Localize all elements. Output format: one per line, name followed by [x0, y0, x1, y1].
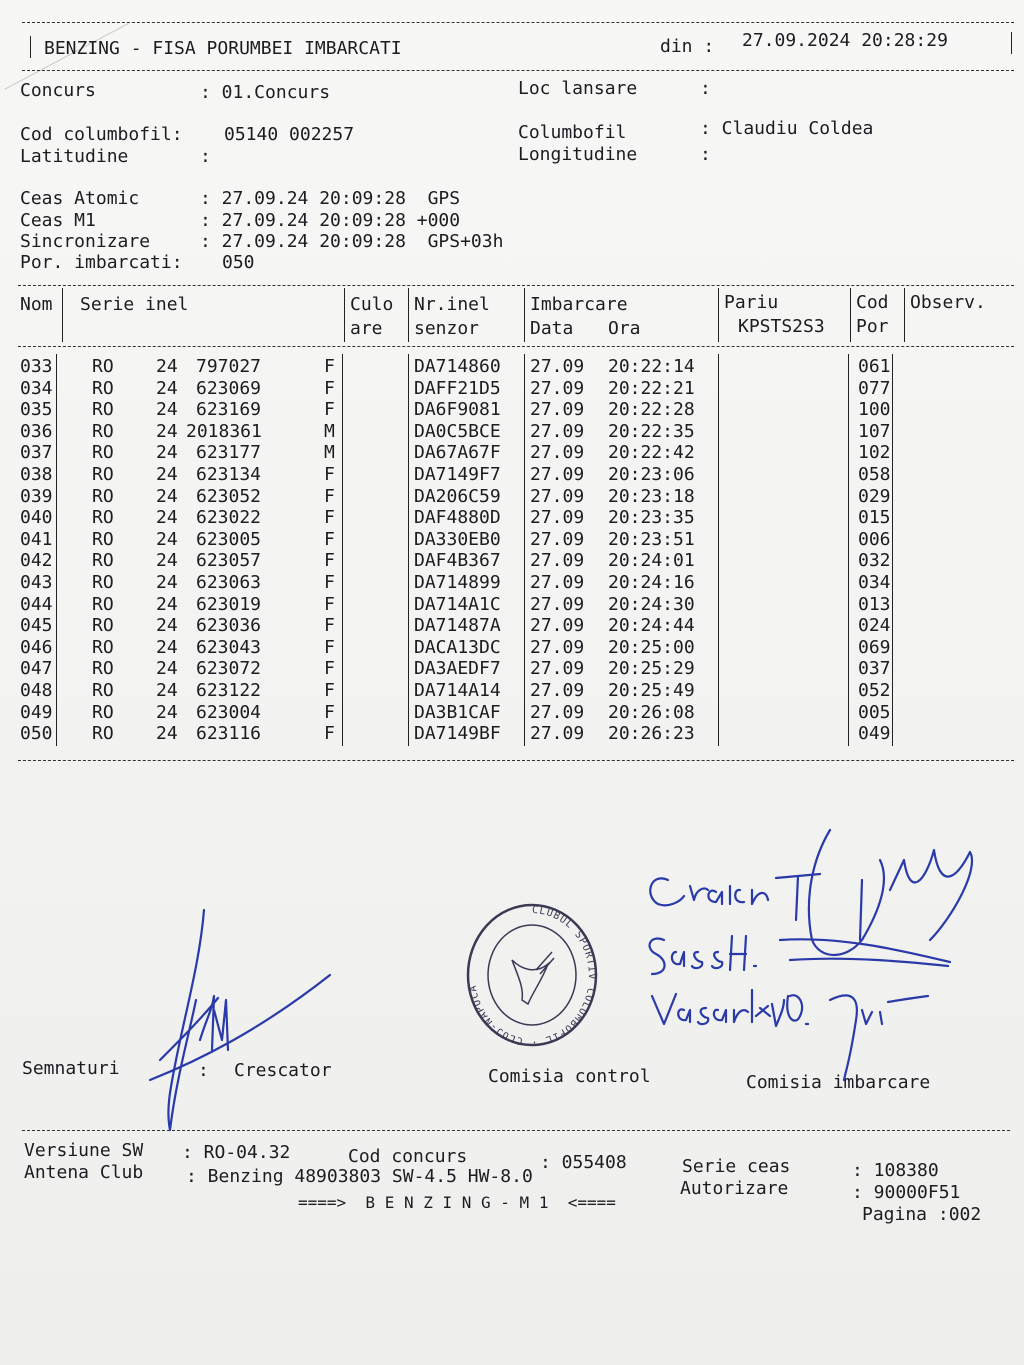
cell-year: 24 [156, 723, 178, 745]
cell-year: 24 [156, 464, 178, 485]
header-pariu: Pariu [724, 292, 779, 313]
cell-nom: 041 [20, 528, 53, 550]
date-label: din : [660, 36, 715, 57]
cell-sex: F [324, 636, 335, 658]
cell-cod: 107 [858, 420, 891, 442]
cell-year: 24 [156, 550, 178, 572]
header-serie-inel: Serie inel [80, 294, 189, 315]
table-row [18, 529, 1014, 551]
cell-country: RO [92, 420, 114, 442]
cell-ring: 623177 [196, 442, 262, 464]
cell-cod: 100 [858, 399, 891, 421]
cell-nom: 049 [20, 701, 53, 723]
cell-cod: 102 [858, 442, 891, 464]
cell-sex: F [324, 528, 335, 550]
header-imbarcare: Imbarcare [530, 294, 628, 315]
cell-country: RO [92, 464, 114, 485]
cell-sensor: DA0C5BCE [414, 420, 501, 442]
cell-time: 20:23:06 [608, 464, 695, 485]
cell-country: RO [92, 723, 114, 745]
cell-ring: 623134 [196, 464, 262, 485]
autorizare-label: Autorizare [680, 1178, 789, 1199]
table-row [18, 486, 1014, 508]
sincronizare-label: Sincronizare [20, 231, 151, 252]
cell-sensor: DA714860 [414, 356, 501, 377]
cell-sex: F [324, 593, 335, 615]
cell-ring: 623072 [196, 658, 262, 680]
antena-club-value: : Benzing 48903803 SW-4.5 HW-8.0 [186, 1166, 533, 1187]
cell-ring: 623169 [196, 399, 262, 421]
header-cod: Cod [856, 292, 889, 313]
semnaturi-colon: : [198, 1060, 209, 1081]
report-title: BENZING - FISA PORUMBEI IMBARCATI [44, 38, 402, 59]
cell-cod: 006 [858, 528, 891, 550]
cell-date: 27.09 [530, 442, 585, 464]
cell-year: 24 [156, 377, 178, 399]
cell-time: 20:24:44 [608, 615, 695, 637]
table-row [18, 594, 1014, 616]
loc-lansare-label: Loc lansare [518, 78, 638, 99]
cell-sex: F [324, 356, 335, 377]
header-kpsts2s3: KPSTS2S3 [738, 316, 825, 337]
cell-sensor: DA3AEDF7 [414, 658, 501, 680]
cell-time: 20:23:35 [608, 507, 695, 529]
cell-date: 27.09 [530, 507, 585, 529]
cell-country: RO [92, 377, 114, 399]
cod-columbofil-value: 05140 002257 [224, 124, 355, 145]
table-top-rule [18, 285, 1014, 286]
latitudine-value: : [200, 146, 211, 167]
cell-sex: F [324, 615, 335, 637]
cell-date: 27.09 [530, 701, 585, 723]
cell-ring: 623063 [196, 572, 262, 593]
cell-nom: 035 [20, 399, 53, 421]
cell-ring: 2018361 [186, 420, 262, 442]
cell-cod: 061 [858, 356, 891, 377]
cell-cod: 049 [858, 723, 891, 745]
cell-cod: 029 [858, 485, 891, 507]
cell-year: 24 [156, 420, 178, 442]
cell-year: 24 [156, 572, 178, 593]
concurs-label: Concurs [20, 80, 96, 101]
table-row [18, 702, 1014, 724]
latitudine-label: Latitudine [20, 146, 129, 167]
cell-country: RO [92, 572, 114, 593]
cell-year: 24 [156, 442, 178, 464]
cell-country: RO [92, 356, 114, 377]
cell-time: 20:24:16 [608, 572, 695, 593]
cell-date: 27.09 [530, 658, 585, 680]
cell-country: RO [92, 550, 114, 572]
versiune-sw-value: : RO-04.32 [182, 1142, 291, 1163]
cell-time: 20:25:00 [608, 636, 695, 658]
cell-cod: 013 [858, 593, 891, 615]
cell-cod: 034 [858, 572, 891, 593]
cell-date: 27.09 [530, 723, 585, 745]
page-number: Pagina :002 [862, 1204, 982, 1225]
cell-year: 24 [156, 615, 178, 637]
cell-ring: 623004 [196, 701, 262, 723]
cell-cod: 037 [858, 658, 891, 680]
autorizare-value: : 90000F51 [852, 1182, 961, 1203]
cell-time: 20:23:18 [608, 485, 695, 507]
cell-sex: M [324, 442, 335, 464]
cell-year: 24 [156, 399, 178, 421]
cell-sex: F [324, 507, 335, 529]
cell-sensor: DA206C59 [414, 485, 501, 507]
versiune-sw-label: Versiune SW [24, 1140, 144, 1161]
cell-sex: F [324, 701, 335, 723]
cell-cod: 058 [858, 464, 891, 485]
table-row [18, 378, 1014, 400]
cell-date: 27.09 [530, 528, 585, 550]
cell-year: 24 [156, 507, 178, 529]
cell-ring: 623116 [196, 723, 262, 745]
cell-sex: M [324, 420, 335, 442]
crescator-label: Crescator [234, 1060, 332, 1081]
cell-time: 20:25:49 [608, 680, 695, 701]
cell-year: 24 [156, 701, 178, 723]
header-nr-inel-2: senzor [414, 318, 480, 339]
cell-time: 20:24:30 [608, 593, 695, 615]
stamp-text: CLUBUL SPORTIV COLUMBOFIL · CLUJ-NAPOCA [467, 904, 597, 1048]
cell-time: 20:22:14 [608, 356, 695, 377]
table-row [18, 637, 1014, 659]
cell-year: 24 [156, 485, 178, 507]
header-culoare-2: are [350, 318, 383, 339]
cell-sensor: DA3B1CAF [414, 701, 501, 723]
cell-nom: 038 [20, 464, 53, 485]
cell-sensor: DA330EB0 [414, 528, 501, 550]
table-row [18, 572, 1014, 594]
header-nr-inel-1: Nr.inel [414, 294, 490, 315]
cell-time: 20:26:23 [608, 723, 695, 745]
cell-time: 20:24:01 [608, 550, 695, 572]
cell-sex: F [324, 658, 335, 680]
cell-date: 27.09 [530, 550, 585, 572]
cell-date: 27.09 [530, 593, 585, 615]
cell-country: RO [92, 593, 114, 615]
cell-country: RO [92, 701, 114, 723]
cell-ring: 623005 [196, 528, 262, 550]
table-row [18, 658, 1014, 680]
header-data: Data [530, 318, 574, 339]
cell-nom: 034 [20, 377, 53, 399]
cell-time: 20:22:28 [608, 399, 695, 421]
cell-cod: 024 [858, 615, 891, 637]
ceas-atomic-label: Ceas Atomic [20, 188, 140, 209]
cell-ring: 623069 [196, 377, 262, 399]
cell-sex: F [324, 680, 335, 701]
header-por: Por [856, 316, 889, 337]
pigeon-table [18, 282, 1014, 772]
table-row [18, 356, 1014, 378]
cell-ring: 623019 [196, 593, 262, 615]
table-row [18, 442, 1014, 464]
cell-sensor: DAF4B367 [414, 550, 501, 572]
cell-sensor: DA67A67F [414, 442, 501, 464]
cell-country: RO [92, 399, 114, 421]
antena-club-label: Antena Club [24, 1162, 144, 1183]
cell-sex: F [324, 399, 335, 421]
cell-sensor: DA7149F7 [414, 464, 501, 485]
cell-year: 24 [156, 528, 178, 550]
cell-sensor: DA714A14 [414, 680, 501, 701]
cell-nom: 043 [20, 572, 53, 593]
cell-year: 24 [156, 658, 178, 680]
cod-columbofil-label: Cod columbofil: [20, 124, 183, 145]
footer-rule [22, 1130, 1010, 1131]
cell-nom: 040 [20, 507, 53, 529]
table-row [18, 680, 1014, 702]
table-row [18, 550, 1014, 572]
table-row [18, 723, 1014, 745]
cell-sensor: DA714899 [414, 572, 501, 593]
cell-nom: 047 [20, 658, 53, 680]
club-stamp [462, 900, 602, 1050]
cell-country: RO [92, 528, 114, 550]
cell-sex: F [324, 485, 335, 507]
concurs-value: : 01.Concurs [200, 82, 331, 103]
comisia-control-label: Comisia control [488, 1066, 651, 1087]
cell-nom: 042 [20, 550, 53, 572]
cell-sensor: DACA13DC [414, 636, 501, 658]
ceas-m1-label: Ceas M1 [20, 210, 96, 231]
cell-cod: 015 [858, 507, 891, 529]
cell-year: 24 [156, 593, 178, 615]
cell-time: 20:22:21 [608, 377, 695, 399]
cell-nom: 044 [20, 593, 53, 615]
header-ora: Ora [608, 318, 641, 339]
cell-date: 27.09 [530, 572, 585, 593]
serie-ceas-value: : 108380 [852, 1160, 939, 1181]
cell-sex: F [324, 572, 335, 593]
cell-sensor: DA6F9081 [414, 399, 501, 421]
cell-date: 27.09 [530, 615, 585, 637]
cell-ring: 623043 [196, 636, 262, 658]
cell-country: RO [92, 680, 114, 701]
ceas-atomic-value: : 27.09.24 20:09:28 GPS [200, 188, 461, 209]
longitudine-value: : [700, 144, 711, 165]
columbofil-value: : Claudiu Coldea [700, 118, 874, 139]
cell-country: RO [92, 615, 114, 637]
cell-time: 20:25:29 [608, 658, 695, 680]
longitudine-label: Longitudine [518, 144, 638, 165]
cell-date: 27.09 [530, 420, 585, 442]
header-culoare-1: Culo [350, 294, 394, 315]
table-row [18, 399, 1014, 421]
cell-date: 27.09 [530, 399, 585, 421]
table-row [18, 507, 1014, 529]
cell-year: 24 [156, 636, 178, 658]
cod-concurs-label: Cod concurs [348, 1146, 468, 1167]
report-datetime: 27.09.2024 20:28:29 [742, 30, 948, 51]
cell-country: RO [92, 507, 114, 529]
header-nom: Nom [20, 294, 53, 315]
cell-nom: 048 [20, 680, 53, 701]
ceas-m1-value: : 27.09.24 20:09:28 +000 [200, 210, 461, 231]
cell-country: RO [92, 485, 114, 507]
cell-time: 20:23:51 [608, 528, 695, 550]
comisia-imbarcare-label: Comisia imbarcare [746, 1072, 931, 1093]
cell-sensor: DAF4880D [414, 507, 501, 529]
cell-sex: F [324, 723, 335, 745]
cell-date: 27.09 [530, 356, 585, 377]
cell-nom: 039 [20, 485, 53, 507]
cell-cod: 069 [858, 636, 891, 658]
cell-country: RO [92, 658, 114, 680]
cell-nom: 050 [20, 723, 53, 745]
porumbei-imbarcati-value: 050 [222, 252, 255, 273]
cell-sensor: DA7149BF [414, 723, 501, 745]
cell-sensor: DA71487A [414, 615, 501, 637]
loc-lansare-value: : [700, 78, 711, 99]
cell-ring: 623052 [196, 485, 262, 507]
table-header-rule [18, 346, 1014, 347]
cell-date: 27.09 [530, 680, 585, 701]
cell-date: 27.09 [530, 377, 585, 399]
cell-sex: F [324, 464, 335, 485]
cell-date: 27.09 [530, 485, 585, 507]
cell-year: 24 [156, 356, 178, 377]
cell-time: 20:22:42 [608, 442, 695, 464]
cell-country: RO [92, 442, 114, 464]
cell-time: 20:22:35 [608, 420, 695, 442]
cell-sensor: DA714A1C [414, 593, 501, 615]
cell-cod: 052 [858, 680, 891, 701]
benzing-brand: ====> B E N Z I N G - M 1 <==== [298, 1193, 616, 1212]
cell-sex: F [324, 377, 335, 399]
cell-nom: 033 [20, 356, 53, 377]
cell-ring: 623022 [196, 507, 262, 529]
cell-ring: 623122 [196, 680, 262, 701]
cell-cod: 032 [858, 550, 891, 572]
cell-date: 27.09 [530, 636, 585, 658]
table-row [18, 421, 1014, 443]
header-observatii: Observ. [910, 292, 986, 313]
serie-ceas-label: Serie ceas [682, 1156, 791, 1177]
cell-cod: 077 [858, 377, 891, 399]
cell-time: 20:26:08 [608, 701, 695, 723]
columbofil-label: Columbofil [518, 122, 627, 143]
cod-concurs-value: : 055408 [540, 1152, 627, 1173]
semnaturi-label: Semnaturi [22, 1058, 120, 1079]
cell-nom: 037 [20, 442, 53, 464]
cell-nom: 045 [20, 615, 53, 637]
cell-nom: 036 [20, 420, 53, 442]
cell-ring: 623057 [196, 550, 262, 572]
cell-country: RO [92, 636, 114, 658]
cell-sensor: DAFF21D5 [414, 377, 501, 399]
cell-ring: 623036 [196, 615, 262, 637]
cell-date: 27.09 [530, 464, 585, 485]
table-row [18, 464, 1014, 486]
cell-sex: F [324, 550, 335, 572]
porumbei-imbarcati-label: Por. imbarcati: [20, 252, 183, 273]
sincronizare-value: : 27.09.24 20:09:28 GPS+03h [200, 231, 504, 252]
cell-nom: 046 [20, 636, 53, 658]
cell-cod: 005 [858, 701, 891, 723]
cell-year: 24 [156, 680, 178, 701]
cell-ring: 797027 [196, 356, 262, 377]
table-bottom-rule [18, 760, 1014, 761]
table-row [18, 615, 1014, 637]
